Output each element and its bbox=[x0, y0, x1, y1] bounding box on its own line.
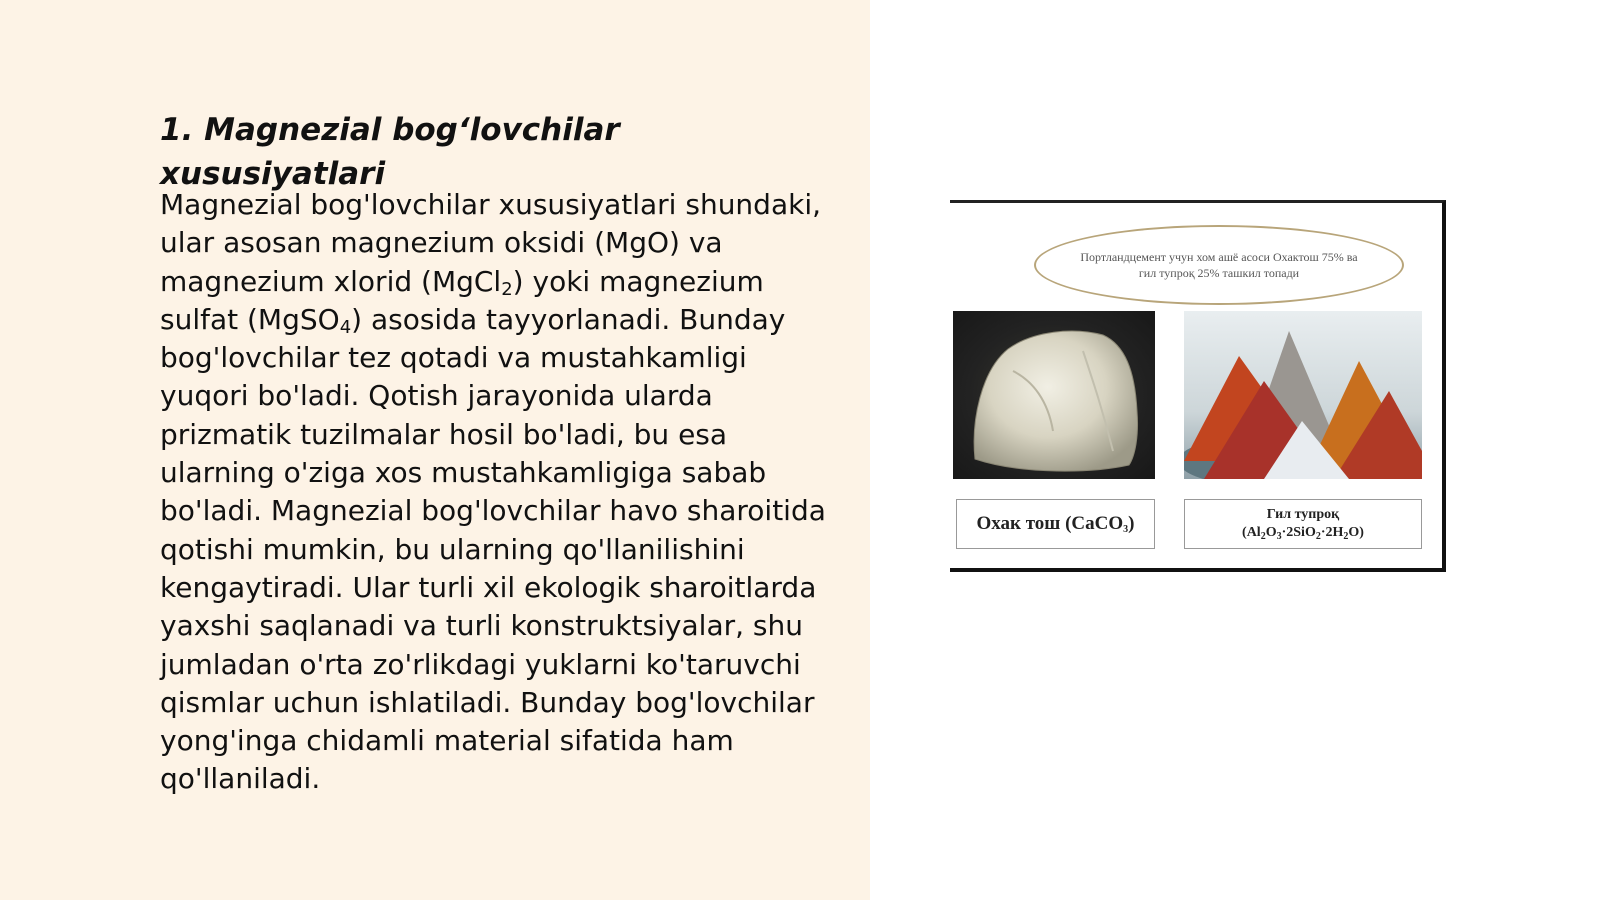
limestone-label-close: ) bbox=[1128, 513, 1135, 534]
slide-heading: 1. Magnezial bog‘lovchilar xususiyatlari bbox=[160, 112, 620, 192]
formula-sub-1: 2 bbox=[1260, 531, 1266, 542]
clay-label-line1: Гил тупроқ bbox=[1266, 507, 1340, 522]
formula-part-e: O) bbox=[1348, 525, 1364, 540]
limestone-label-text bbox=[977, 513, 1135, 535]
clay-label bbox=[1184, 499, 1422, 549]
clay-label-formula bbox=[1242, 524, 1364, 542]
raw-materials-figure bbox=[950, 200, 1446, 572]
paragraph-part-1: Magnezial bog'lovchilar xususiyatlari shundaki, ular asosan magnezium oksidi (MgO) va magnezium xlorid (MgCl bbox=[160, 188, 822, 298]
formula-part-c: ·2SiO bbox=[1281, 525, 1316, 540]
formula-part-b: O bbox=[1265, 525, 1277, 540]
clay-powders-photo bbox=[1184, 311, 1422, 479]
formula-sub-4: 2 bbox=[1343, 531, 1349, 542]
paragraph-part-3: ) asosida tayyorlanadi. Bunday bog'lovchilar tez qotadi va mustahkamligi yuqori bo'ladi. Qotish jarayonida ularda prizmatik tuzilmalar hosil bo'ladi, bu esa ularning o'ziga xos mustahkamligiga sabab bo'ladi. Magnezial bog'lovchilar havo sharoitida qotishi mumkin, bu ularning qo'llanilishini kengaytiradi. Ular turli xil ekologik sharoitlarda yaxshi saqlanadi va turli konstruktsiyalar, shu jumladan o'rta zo'rlikdagi yuklarni ko'taruvchi qismlar uchun ishlatiladi. Bunday bog'lovchilar yong'inga chidamli material sifatida ham qo'llaniladi. bbox=[160, 302, 826, 796]
subscript-2: 2 bbox=[501, 278, 513, 300]
paragraph-part-2: ) yoki magnezium sulfat (MgSO bbox=[160, 264, 764, 336]
figure-caption-oval bbox=[1034, 225, 1404, 305]
slide-paragraph bbox=[160, 186, 840, 799]
formula-sub-2: 3 bbox=[1276, 531, 1282, 542]
formula-part-d: ·2H bbox=[1320, 525, 1344, 540]
limestone-label-sub: 3 bbox=[1123, 524, 1129, 535]
limestone-photo bbox=[953, 311, 1155, 479]
limestone-label-main: Охак тош (CaCO bbox=[976, 513, 1124, 534]
figure-caption-text: Портландцемент учун хом ашё асоси Охактош 75% ва гил тупроқ 25% ташкил топади bbox=[1080, 250, 1358, 280]
limestone-label bbox=[956, 499, 1155, 549]
subscript-4: 4 bbox=[339, 316, 352, 338]
limestone-rock-illustration bbox=[953, 311, 1155, 479]
formula-sub-3: 2 bbox=[1315, 531, 1321, 542]
clay-powders-illustration bbox=[1184, 311, 1422, 479]
clay-label-text bbox=[1242, 506, 1364, 542]
formula-part-a: (Al bbox=[1242, 525, 1261, 540]
